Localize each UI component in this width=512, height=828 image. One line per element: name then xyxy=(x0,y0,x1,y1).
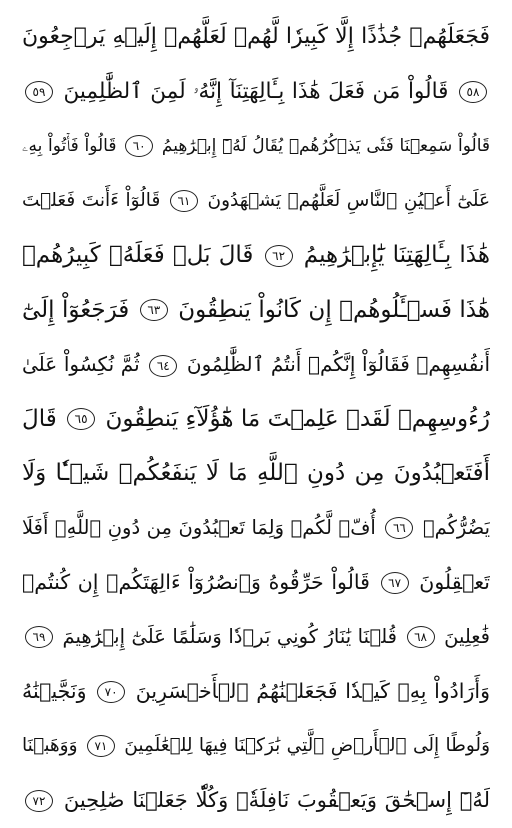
verse-text: أَنفُسِهِمۡ فَقَالُوٓاْ إِنَّكُمۡ أَنتُمُ ٱلظَّٰلِمُونَ xyxy=(186,352,490,377)
verse-number-marker: ٦٢ xyxy=(265,245,293,267)
verse-text: وَنَجَّيۡنَٰهُ xyxy=(22,679,87,704)
verse-text: قَالُوٓاْ ءَأَنتَ فَعَلۡتَ xyxy=(22,189,161,211)
verse-number-marker: ٥٩ xyxy=(25,81,53,103)
verse-number-marker: ٦١ xyxy=(170,190,198,212)
verse-number-marker: ٦٧ xyxy=(381,572,409,594)
verse-number-marker: ٦٨ xyxy=(407,626,435,648)
text-line-3 xyxy=(22,119,490,174)
verse-number-marker: ٥٨ xyxy=(459,81,487,103)
text-line-10 xyxy=(22,501,490,556)
verse-text: هَٰذَا بِـَٔالِهَتِنَا يَٰٓإِبۡرَٰهِيمُ xyxy=(303,242,490,269)
verse-text: تَعۡقِلُونَ xyxy=(419,570,490,595)
text-line-7 xyxy=(22,337,490,392)
text-line-2 xyxy=(22,65,490,120)
verse-text: لَهُۥٓ إِسۡحَٰقَ وَيَعۡقُوبَ نَافِلَةٗۖ وَكُلّٗا جَعَلۡنَا صَٰلِحِينَ xyxy=(63,788,490,813)
text-line-4 xyxy=(22,174,490,229)
verse-text: فَٰعِلِينَ xyxy=(444,624,490,648)
verse-text: قَالُواْ سَمِعۡنَا فَتٗى يَذۡكُرُهُمۡ يُقَالُ لَهُۥٓ إِبۡرَٰهِيمُ xyxy=(161,136,490,157)
verse-text: عَلَىٰٓ أَعۡيُنِ ٱلنَّاسِ لَعَلَّهُمۡ يَشۡهَدُونَ xyxy=(207,189,490,211)
verse-text: وَلُوطًا إِلَى ٱلۡأَرۡضِ ٱلَّتِي بَٰرَكۡنَا فِيهَا لِلۡعَٰلَمِينَ xyxy=(124,734,490,756)
verse-text: وَأَرَادُواْ بِهِۦ كَيۡدٗا فَجَعَلۡنَٰهُمُ ٱلۡأَخۡسَرِينَ xyxy=(135,679,490,704)
verse-text: قَالَ xyxy=(22,405,57,432)
text-line-5 xyxy=(22,228,490,283)
verse-text: أُفّٖ لَّكُمۡ وَلِمَا تَعۡبُدُونَ مِن دُونِ ٱللَّهِۚ أَفَلَا xyxy=(22,515,376,539)
text-line-12 xyxy=(22,610,490,665)
verse-number-marker: ٦٤ xyxy=(149,355,177,377)
text-line-9 xyxy=(22,446,490,501)
verse-text: وَوَهَبۡنَا xyxy=(22,734,78,756)
verse-text: قُلۡنَا يَٰنَارُ كُونِي بَرۡدٗا وَسَلَٰمًا عَلَىٰٓ إِبۡرَٰهِيمَ xyxy=(62,624,397,648)
verse-number-marker: ٦٦ xyxy=(385,517,413,539)
verse-number-marker: ٦٩ xyxy=(25,626,53,648)
verse-text: أَفَتَعۡبُدُونَ مِن دُونِ ٱللَّهِ مَا لَا يَنفَعُكُمۡ شَيۡـٔٗا وَلَا xyxy=(22,460,490,487)
text-line-1 xyxy=(22,10,490,65)
text-line-13 xyxy=(22,664,490,719)
verse-text: ثُمَّ نُكِسُواْ عَلَىٰ xyxy=(22,352,140,377)
verse-text: قَالُواْ مَن فَعَلَ هَٰذَا بِـَٔالِهَتِنَآ إِنَّهُۥ لَمِنَ ٱلظَّٰلِمِينَ xyxy=(63,78,449,104)
verse-number-marker: ٦٥ xyxy=(67,408,95,430)
verse-text: فَرَجَعُوٓاْ إِلَىٰٓ xyxy=(22,296,130,323)
verse-number-marker: ٦٣ xyxy=(140,299,168,321)
verse-number-marker: ٧٠ xyxy=(97,681,125,703)
verse-text: قَالُواْ فَأۡتُواْ بِهِۦ xyxy=(22,136,117,157)
text-line-11 xyxy=(22,555,490,610)
verse-text: يَضُرُّكُمۡ xyxy=(422,515,490,539)
text-line-8 xyxy=(22,392,490,447)
verse-text: هَٰذَا فَسۡـَٔلُوهُمۡ إِن كَانُواْ يَنطِقُونَ xyxy=(178,296,490,323)
verse-number-marker: ٧٢ xyxy=(25,790,53,812)
text-line-6 xyxy=(22,283,490,338)
verse-number-marker: ٧١ xyxy=(87,735,115,757)
verse-text: فَجَعَلَهُمۡ جُذَٰذًا إِلَّا كَبِيرٗا لَّهُمۡ لَعَلَّهُمۡ إِلَيۡهِ يَرۡجِعُونَ xyxy=(22,24,490,50)
verse-number-marker: ٦٠ xyxy=(125,135,153,157)
verse-text: قَالُواْ حَرِّقُوهُ وَٱنصُرُوٓاْ ءَالِهَتَكُمۡ إِن كُنتُمۡ xyxy=(22,570,370,595)
text-line-15 xyxy=(22,773,490,828)
verse-text: رُءُوسِهِمۡ لَقَدۡ عَلِمۡتَ مَا هَٰٓؤُلَآءِ يَنطِقُونَ xyxy=(105,405,490,432)
verse-text: قَالَ بَلۡ فَعَلَهُۥ كَبِيرُهُمۡ xyxy=(22,242,254,269)
text-line-14 xyxy=(22,719,490,774)
